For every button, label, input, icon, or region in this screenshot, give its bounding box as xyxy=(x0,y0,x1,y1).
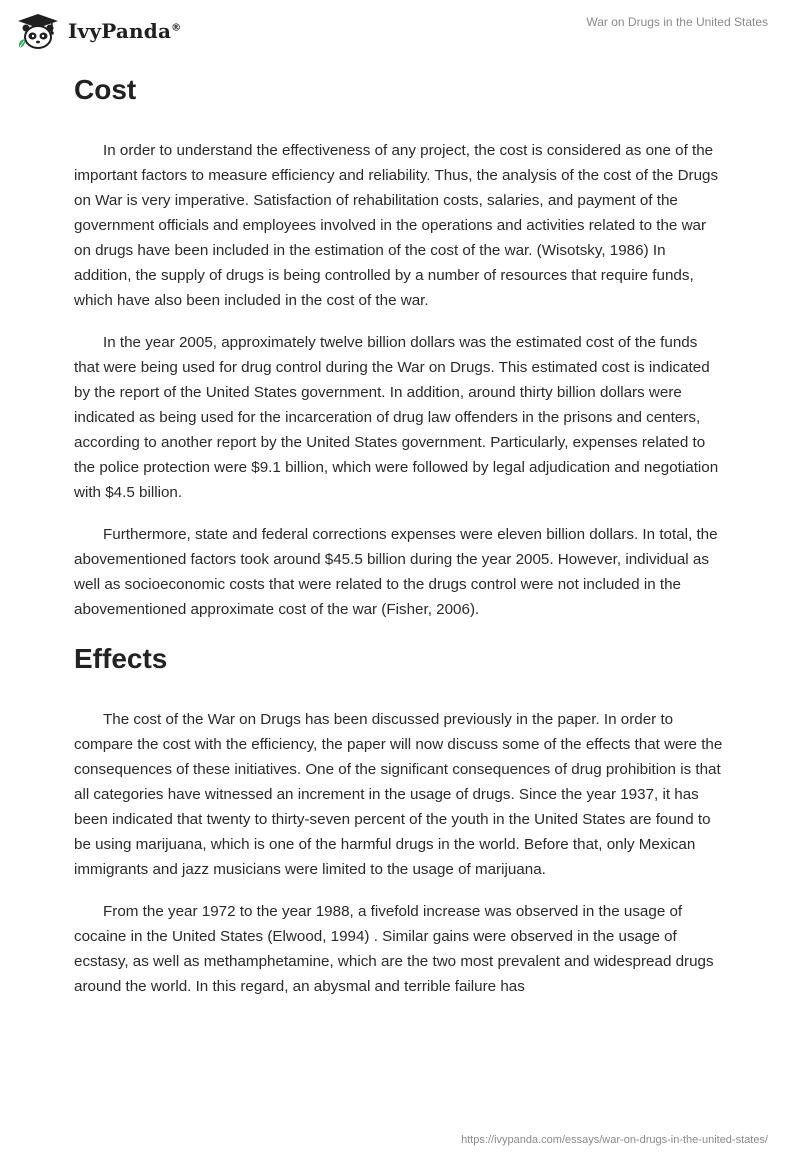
section-heading-effects: Effects xyxy=(74,643,168,674)
document-title: War on Drugs in the United States xyxy=(586,15,768,29)
paragraph: From the year 1972 to the year 1988, a fivefold increase was observed in the usage of cocaine in the United States (Elwood, 1994) . Similar gains were observed in the usage of ecstasy, as well as methamphetamine, which are the two most prevalent and widespread drugs around the world. In this regard, an abysmal and terrible failure has xyxy=(74,903,714,995)
paragraph: In order to understand the effectiveness of any project, the cost is considered as one of the important factors to measure efficiency and reliability. Thus, the analysis of the cost of the Drugs on War is very imperative. Satisfaction of rehabilitation costs, salaries, and payment of the government officials and employees involved in the operations and activities related to the war on drugs have been included in the estimation of the cost of the war. (Wisotsky, 1986) In addition, the supply of drugs is being controlled by a number of resources that require funds, which have also been included in the cost of the war. xyxy=(74,142,719,309)
paragraph: The cost of the War on Drugs has been discussed previously in the paper. In order to compare the cost with the efficiency, the paper will now discuss some of the effects that were the consequences of these initiatives. One of the significant consequences of drug prohibition is that all categories have witnessed an increment in the usage of drugs. Since the year 1937, it has been indicated that twenty to thirty-seven percent of the youth in the United States are found to be using marijuana, which is one of the harmful drugs in the world. Before that, only Mexican immigrants and jazz musicians were limited to the usage of marijuana. xyxy=(74,711,723,878)
paragraph: In the year 2005, approximately twelve billion dollars was the estimated cost of the funds that were being used for drug control during the War on Drugs. This estimated cost is indicated by the report of the United States government. In addition, around thirty billion dollars were indicated as being used for the incarceration of drug law offenders in the prisons and centers, according to another report by the United States government. Particularly, expenses related to the police protection were $9.1 billion, which were followed by legal adjudication and negotiation with $4.5 billion. xyxy=(74,334,719,501)
page-header xyxy=(0,0,800,62)
brand-logo[interactable] xyxy=(16,12,181,50)
section-heading-cost: Cost xyxy=(74,74,137,105)
article-body xyxy=(74,70,726,1016)
paragraph: Furthermore, state and federal corrections expenses were eleven billion dollars. In total, the abovementioned factors took around $45.5 billion during the year 2005. However, individual as well as socioeconomic costs that were related to the drugs control were not included in the abovementioned approximate cost of the war (Fisher, 2006). xyxy=(74,526,718,618)
brand-name: IvyPanda® xyxy=(68,19,182,43)
panda-logo-icon xyxy=(16,12,60,50)
source-url[interactable]: https://ivypanda.com/essays/war-on-drugs-in-the-united-states/ xyxy=(461,1134,768,1146)
